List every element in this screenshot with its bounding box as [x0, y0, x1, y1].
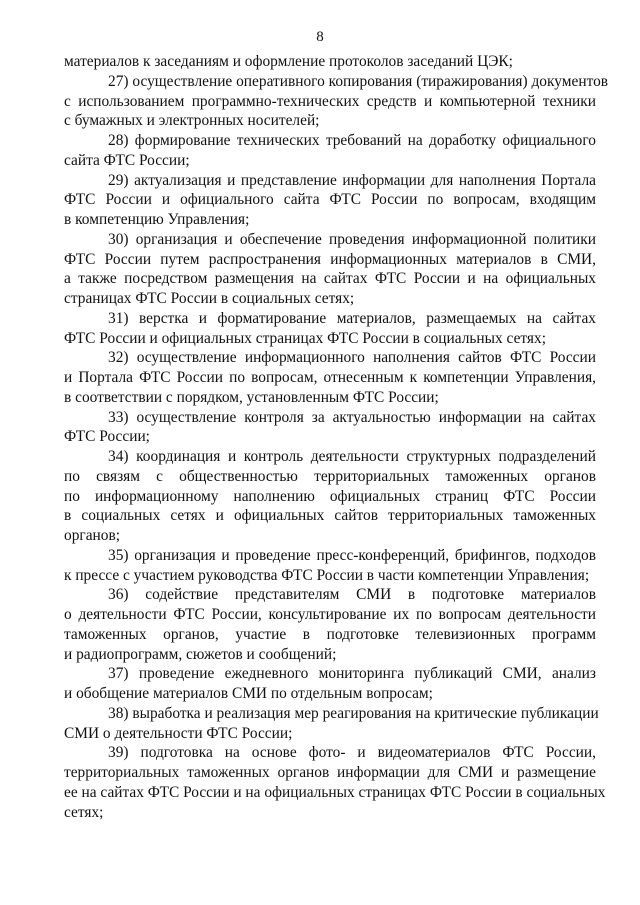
- paragraph: [64, 447, 596, 546]
- text-line: и радиопрограмм, сюжетов и сообщений;: [64, 645, 337, 663]
- document-body: [64, 52, 609, 822]
- text-line: в компетенцию Управления;: [64, 211, 250, 228]
- text-line: ФТС России и официального сайта ФТС России по вопросам, входящим: [64, 191, 596, 209]
- text-line: 31) верстка и форматирование материалов, размещаемых на сайтах: [108, 309, 596, 327]
- text-line: ФТС России и официальных страницах ФТС России в социальных сетях;: [64, 329, 546, 347]
- text-line: 36) содействие представителям СМИ в подготовке материалов: [108, 586, 596, 604]
- text-line: 38) выработка и реализация мер реагирования на критические публикации: [108, 704, 599, 722]
- text-line: по связям с общественностью территориальных таможенных органов: [64, 467, 596, 485]
- paragraph: [64, 72, 609, 131]
- page-number: 8: [316, 29, 324, 45]
- text-line: 35) организация и проведение пресс-конференций, брифингов, подходов: [108, 546, 596, 564]
- text-line: ее на сайтах ФТС России и на официальных страницах ФТС России в социальных: [64, 783, 606, 801]
- paragraph: [64, 585, 596, 664]
- paragraph: [64, 131, 596, 171]
- paragraph: [64, 52, 596, 72]
- text-line: 39) подготовка на основе фото- и видеоматериалов ФТС России,: [108, 744, 596, 762]
- text-line: в соответствии с порядком, установленным ФТС России;: [64, 388, 439, 406]
- paragraph: [64, 348, 596, 407]
- text-line: 34) координация и контроль деятельности структурных подразделений: [108, 448, 596, 465]
- paragraph: [64, 743, 606, 822]
- paragraph: [64, 408, 596, 448]
- text-line: а также посредством размещения на сайтах ФТС России и на официальных: [64, 270, 596, 288]
- text-line: и обобщение материалов СМИ по отдельным вопросам;: [64, 685, 433, 702]
- paragraph: [64, 309, 596, 349]
- text-line: органов;: [64, 527, 121, 544]
- text-line: к прессе с участием руководства ФТС России в части компетенции Управления;: [64, 566, 590, 584]
- paragraph: [64, 664, 596, 704]
- text-line: 29) актуализация и представление информации для наполнения Портала: [108, 171, 596, 189]
- paragraph: [64, 704, 599, 744]
- text-line: СМИ о деятельности ФТС России;: [64, 724, 293, 742]
- paragraph: [64, 171, 596, 230]
- text-line: страницах ФТС России в социальных сетях;: [64, 290, 355, 307]
- text-line: 28) формирование технических требований на доработку официального: [108, 132, 596, 149]
- text-line: ФТС России путем распространения информационных материалов в СМИ,: [64, 250, 596, 268]
- text-line: 37) проведение ежедневного мониторинга публикаций СМИ, анализ: [108, 665, 596, 683]
- text-line: о деятельности ФТС России, консультирование их по вопросам деятельности: [64, 606, 596, 623]
- text-line: 33) осуществление контроля за актуальностью информации на сайтах: [108, 408, 596, 426]
- paragraph: [64, 546, 596, 586]
- paragraph: [64, 230, 596, 309]
- text-line: в социальных сетях и официальных сайтов территориальных таможенных: [64, 507, 596, 525]
- text-line: сетях;: [64, 803, 104, 821]
- text-line: с использованием программно-технических средств и компьютерной техники: [64, 92, 596, 110]
- text-line: и Портала ФТС России по вопросам, отнесенным к компетенции Управления,: [64, 369, 596, 386]
- text-line: территориальных таможенных органов информации для СМИ и размещение: [64, 764, 596, 781]
- text-line: сайта ФТС России;: [64, 151, 190, 169]
- text-line: ФТС России;: [64, 428, 150, 446]
- text-line: с бумажных и электронных носителей;: [64, 112, 320, 130]
- text-line: таможенных органов, участие в подготовке телевизионных программ: [64, 625, 596, 643]
- text-line: материалов к заседаниям и оформление протоколов заседаний ЦЭК;: [64, 53, 513, 70]
- text-line: по информационному наполнению официальных страниц ФТС России: [64, 487, 596, 505]
- text-line: 32) осуществление информационного наполнения сайтов ФТС России: [108, 349, 596, 367]
- text-line: 27) осуществление оперативного копирования (тиражирования) документов: [108, 72, 609, 90]
- text-line: 30) организация и обеспечение проведения информационной политики: [108, 230, 596, 248]
